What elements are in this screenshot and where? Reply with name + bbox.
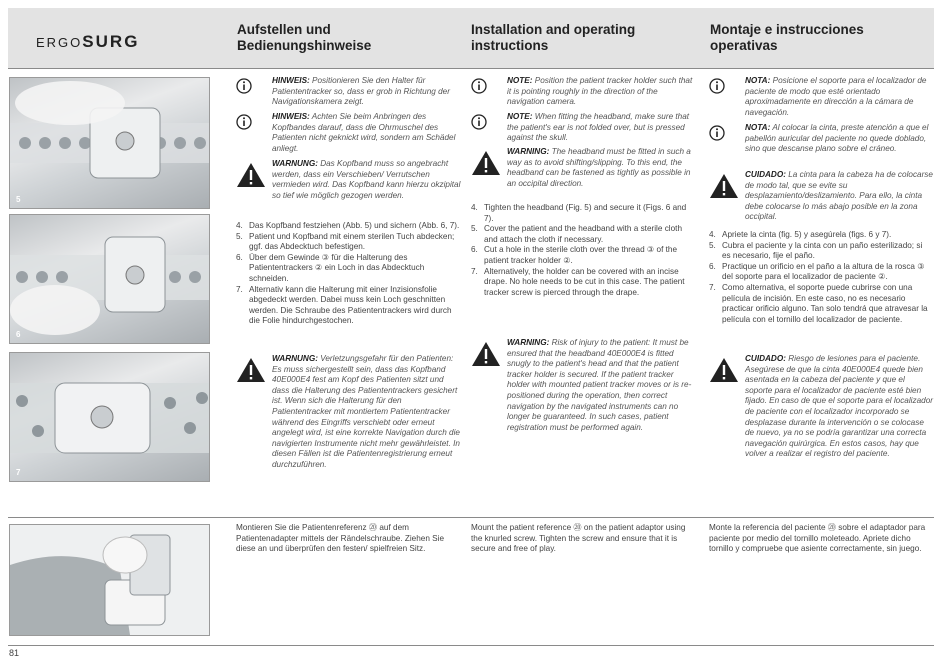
headband-image (10, 215, 209, 343)
step-number: 6. (709, 261, 716, 271)
headband-image (10, 353, 209, 481)
info-icon (709, 78, 725, 94)
de-steps-list (236, 221, 460, 327)
list-item (236, 253, 460, 285)
step-number: 4. (236, 221, 243, 230)
header-rule (8, 68, 934, 69)
footer-rule (8, 645, 934, 646)
section-rule (8, 517, 934, 518)
list-item (471, 203, 695, 224)
figure-5-photo (9, 77, 210, 209)
de-note-2-label: HINWEIS: (272, 112, 310, 121)
es-warning-2-label: CUIDADO: (745, 354, 786, 363)
patient-reference-photo (9, 524, 210, 636)
en-note-2-text: When fitting the headband, make sure that the patient's ear is not folded over, but is pressed against the skull. (507, 112, 690, 143)
step-text: Alternatively, the holder can be covered with an incise drape. No hole needs to be cut in this case. The patient tracker screw is pierced through the drape. (484, 266, 685, 297)
logo-part-surg: SURG (82, 32, 140, 51)
de-warning-2-text: Verletzungsgefahr für den Patienten: Es muss sichergestellt sein, dass das Kopfband 40E000E4 fest am Kopf des Patienten sitzt und dass die Halterung des Patiententrackers gesichert ist. Wenn sich die Halterung für den Patiententracker mit montiertem Patiententracker während des Eingriffs verschiebt oder erneut angelegt wird, ist eine korrekte Navigation durch die navigierten Instrumente nicht mehr gewährleistet. In diesen Fällen ist die Patientenregistrierung erneut durchzuführen. (272, 354, 460, 469)
step-text: Apriete la cinta (fig. 5) y asegúrela (figs. 6 y 7). (722, 230, 892, 239)
step-text: Practique un orificio en el paño a la altura de la rosca ③ del soporte para el localizador de paciente ②. (722, 261, 925, 282)
es-warning-2-text: Riesgo de lesiones para el paciente. Asegúrese de que la cinta 40E000E4 quede bien asentada en la cabeza del paciente y que el soporte para el localizador de paciente esté bien fijado. En caso de que el soporte para el localizador de paciente con el localizador incorporado se desplazase durante la intervención o se colocase de nuevo, ya no se podría garantizar una correcta navegación quirúrgica. En estos casos, hay que volver a realizar el registro del paciente. (745, 354, 933, 459)
step-number: 5. (709, 240, 716, 250)
es-note-1-text: Posicione el soporte para el localizador de paciente de modo que esté orientado aproximadamente en dirección a la cámara de navegación. (745, 76, 927, 117)
de-warning-2-label: WARNUNG: (272, 354, 318, 363)
list-item (471, 224, 695, 245)
de-note-1-text: Positionieren Sie den Halter für Patiententracker so, dass er grob in Richtung der Navigationskamera zeigt. (272, 76, 450, 107)
en-bottom-text: Mount the patient reference ⑳ on the patient adaptor using the knurled screw. Tighten the screw and ensure that it is secure and free of play. (471, 523, 686, 554)
es-steps-list (709, 230, 933, 325)
warning-icon (236, 162, 266, 188)
step-number: 4. (471, 203, 478, 212)
step-number: 6. (471, 245, 478, 255)
es-note-1 (745, 76, 933, 118)
es-warning-2 (745, 354, 933, 460)
title-german: Aufstellen und Bedienungshinweise (237, 22, 372, 53)
step-number: 7. (709, 282, 716, 292)
en-warning-1-text: The headband must be fitted in such a way as to avoid shifting/slipping. To this end, the headband can be fastened as tightly as possible in an occipital direction. (507, 147, 691, 188)
step-text: Das Kopfband festziehen (Abb. 5) und sichern (Abb. 6, 7). (249, 221, 460, 230)
info-icon (471, 114, 487, 130)
list-item (236, 232, 460, 253)
step-number: 4. (709, 230, 716, 239)
step-text: Cover the patient and the headband with a sterile cloth and attach the cloth if necessary. (484, 224, 682, 244)
figure-number-6: 6 (16, 330, 21, 339)
es-note-2-label: NOTA: (745, 123, 771, 132)
step-number: 5. (471, 224, 478, 234)
figure-6-photo (9, 214, 210, 344)
figure-7-photo (9, 352, 210, 482)
warning-icon (709, 173, 739, 199)
info-icon (236, 114, 252, 130)
list-item (236, 285, 460, 327)
warning-icon (471, 150, 501, 176)
step-text: Cubra el paciente y la cinta con un paño esterilizado; si es necesario, fije el paño. (722, 240, 923, 261)
de-note-1-label: HINWEIS: (272, 76, 310, 85)
de-warning-1-label: WARNUNG: (272, 159, 318, 168)
en-note-2 (507, 112, 697, 144)
es-warning-1-label: CUIDADO: (745, 170, 786, 179)
de-warning-1-text: Das Kopfband muss so angebracht werden, dass ein Verschieben/ Verrutschen vermieden wird. Das Kopfband kann hierzu okzipital so tief wie möglich gezogen werden. (272, 159, 461, 200)
en-warning-1-label: WARNING: (507, 147, 550, 156)
es-warning-1-text: La cinta para la cabeza ha de colocarse de modo tal, que se evite su desplazamiento/deslizamiento. Para ello, la cinta debe colocarse lo más abajo posible en la zona occipital. (745, 170, 933, 222)
en-warning-1 (507, 147, 697, 189)
warning-icon (471, 341, 501, 367)
title-english: Installation and operating instructions (471, 22, 636, 53)
step-text: Über dem Gewinde ③ für die Halterung des Patiententrackers ② ein Loch in das Abdecktuch schneiden. (249, 252, 425, 283)
step-text: Alternativ kann die Halterung mit einer Inzisionsfolie abgedeckt werden. Dabei muss kein Loch geschnitten werden. Die Schraube des Patiententrackers wird durch die Folie hindurchgestochen. (249, 284, 452, 326)
list-item (709, 283, 933, 325)
info-icon (471, 78, 487, 94)
es-note-2 (745, 123, 933, 155)
list-item (709, 262, 933, 283)
es-note-1-label: NOTA: (745, 76, 771, 85)
page-number: 81 (9, 648, 20, 658)
list-item (471, 245, 695, 266)
step-text: Cut a hole in the sterile cloth over the thread ③ of the patient tracker holder ②. (484, 245, 678, 265)
en-warning-2-label: WARNING: (507, 338, 550, 347)
step-number: 5. (236, 231, 243, 241)
step-number: 6. (236, 252, 243, 262)
step-text: Tighten the headband (Fig. 5) and secure it (Figs. 6 and 7). (484, 203, 687, 223)
de-note-2 (272, 112, 462, 154)
en-warning-2-text: Risk of injury to the patient: It must be ensured that the headband 40E000E4 is fitted snugly to the patient's head and that the patient tracker holder is secured. If the patient tracker holder with mounted patient tracker moves or is re-positioned during the operation, then correct navigation by the navigated instruments can no longer be guaranteed. In such cases, patient registration must be performed again. (507, 338, 692, 432)
de-bottom-text: Montieren Sie die Patientenreferenz ⑳ auf dem Patientenadapter mittels der Rändelschraube. Ziehen Sie diese an und überprüfen den festen/ spielfreien Sitz. (236, 523, 444, 554)
headband-image (10, 78, 209, 208)
es-warning-1 (745, 170, 933, 223)
step-number: 7. (471, 266, 478, 276)
warning-icon (236, 357, 266, 383)
step-number: 7. (236, 284, 243, 294)
figure-number-7: 7 (16, 468, 21, 477)
en-note-1-text: Position the patient tracker holder such that it is pointing roughly in the direction of the navigation camera. (507, 76, 693, 107)
en-note-1-label: NOTE: (507, 76, 533, 85)
list-item (236, 221, 460, 232)
es-note-2-text: Al colocar la cinta, preste atención a que el pabellón auricular del paciente no quede doblado, sino que descanse plano sobre el cráneo. (745, 123, 929, 154)
info-icon (709, 125, 725, 141)
logo-part-ergo: ERGO (36, 35, 83, 50)
list-item (709, 230, 933, 241)
en-note-1 (507, 76, 697, 108)
patient-reference-image (10, 525, 209, 635)
ergosurg-logo (36, 32, 139, 52)
figure-number-5: 5 (16, 195, 21, 204)
step-text: Como alternativa, el soporte puede cubrirse con una película de incisión. En este caso, no es necesario practicar orificio alguno. Tan solo tendrá que atravesar la película con el tornillo del localizador de paciente. (722, 282, 928, 324)
es-bottom-text: Monte la referencia del paciente ⑳ sobre el adaptador para paciente por medio del tornillo moleteado. Apriete dicho tornillo y compruebe que asiente correctamente, sin juego. (709, 523, 926, 554)
info-icon (236, 78, 252, 94)
en-warning-2 (507, 338, 697, 433)
title-spanish: Montaje e instrucciones operativas (710, 22, 864, 53)
step-text: Patient und Kopfband mit einem sterilen Tuch abdecken; ggf. das Abdecktuch befestigen. (249, 231, 455, 252)
de-note-2-text: Achten Sie beim Anbringen des Kopfbandes darauf, dass die Ohrmuschel des Patienten nicht geknickt wird, sondern am Schädel anliegt. (272, 112, 456, 153)
de-note-1 (272, 76, 462, 108)
list-item (709, 241, 933, 262)
list-item (471, 267, 695, 299)
en-steps-list (471, 203, 695, 298)
warning-icon (709, 357, 739, 383)
de-warning-2 (272, 354, 462, 471)
en-note-2-label: NOTE: (507, 112, 533, 121)
de-warning-1 (272, 159, 462, 201)
